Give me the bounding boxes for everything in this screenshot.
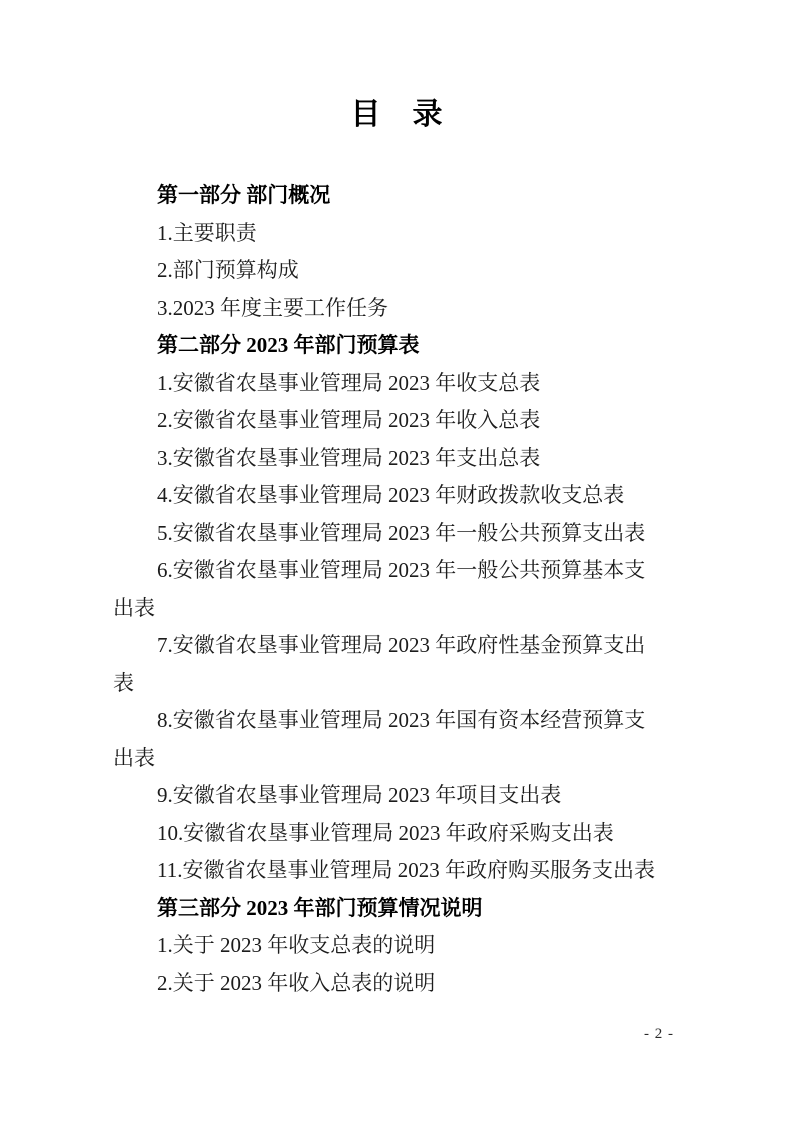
toc-line-wrap: 表 <box>113 670 134 695</box>
section-heading-part3: 第三部分 2023 年部门预算情况说明 <box>157 895 483 920</box>
toc-line: 5.安徽省农垦事业管理局 2023 年一般公共预算支出表 <box>157 520 646 545</box>
toc-line: 4.安徽省农垦事业管理局 2023 年财政拨款收支总表 <box>157 483 625 507</box>
toc-line: 11.安徽省农垦事业管理局 2023 年政府购买服务支出表 <box>157 858 655 882</box>
toc-line: 9.安徽省农垦事业管理局 2023 年项目支出表 <box>157 783 562 807</box>
toc-line-wrap: 出表 <box>113 595 155 620</box>
toc-line: 2.部门预算构成 <box>157 258 299 282</box>
toc-line-wrap: 出表 <box>113 745 155 770</box>
toc-line: 2.关于 2023 年收入总表的说明 <box>157 970 436 995</box>
toc-line: 1.关于 2023 年收支总表的说明 <box>157 933 436 957</box>
toc-line: 2.安徽省农垦事业管理局 2023 年收入总表 <box>157 408 541 432</box>
toc-line: 8.安徽省农垦事业管理局 2023 年国有资本经营预算支 <box>157 708 646 732</box>
page-number: - 2 - <box>644 1026 674 1042</box>
table-of-contents <box>113 177 681 1002</box>
toc-line: 6.安徽省农垦事业管理局 2023 年一般公共预算基本支 <box>157 558 646 582</box>
toc-line: 7.安徽省农垦事业管理局 2023 年政府性基金预算支出 <box>157 633 646 657</box>
section-heading-part1: 第一部分 部门概况 <box>157 183 331 207</box>
page-title: 目 录 <box>350 98 444 131</box>
toc-line: 1.安徽省农垦事业管理局 2023 年收支总表 <box>157 370 541 395</box>
toc-line: 10.安徽省农垦事业管理局 2023 年政府采购支出表 <box>157 820 614 845</box>
toc-line: 1.主要职责 <box>157 220 257 245</box>
toc-line: 3.安徽省农垦事业管理局 2023 年支出总表 <box>157 445 541 470</box>
section-heading-part2: 第二部分 2023 年部门预算表 <box>157 333 420 357</box>
toc-line: 3.2023 年度主要工作任务 <box>157 295 388 320</box>
